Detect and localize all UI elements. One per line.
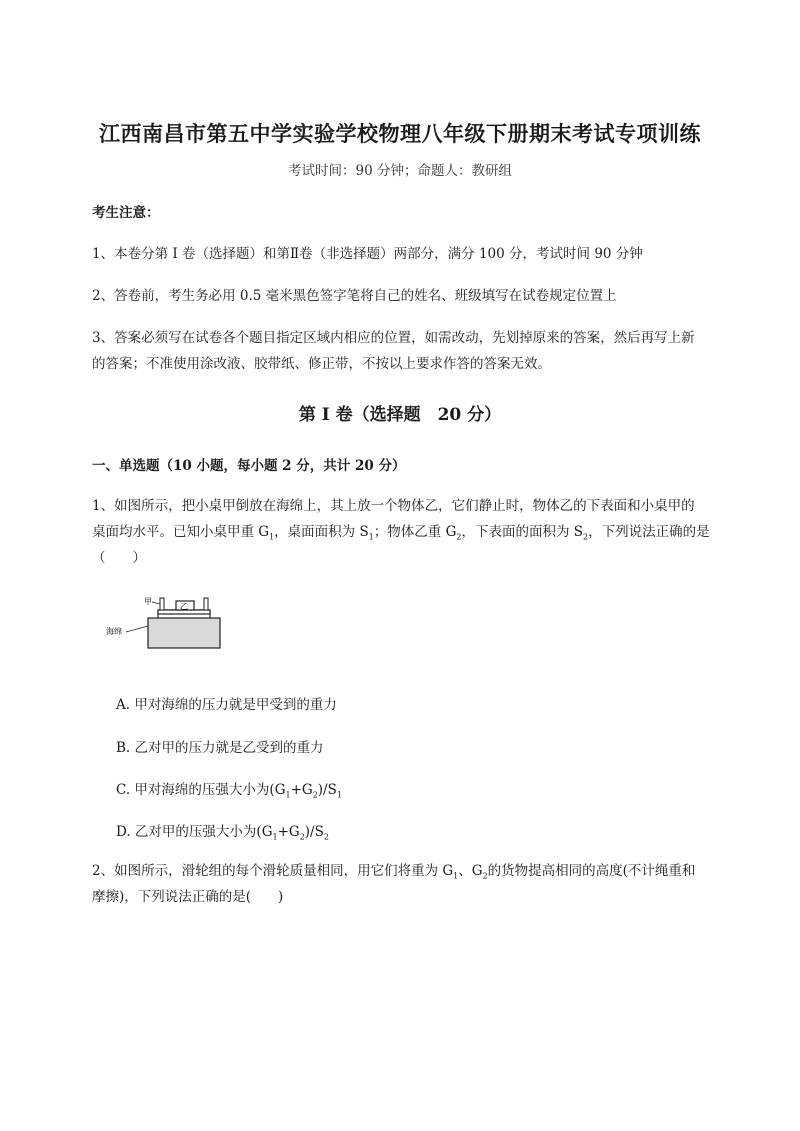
table-leg-left <box>160 598 164 610</box>
notice-item-1: 1、本卷分第 I 卷（选择题）和第Ⅱ卷（非选择题）两部分，满分 100 分，考试时间 90 分钟 <box>92 246 643 262</box>
table-label: 甲 <box>144 597 152 606</box>
q2-text: 2、如图所示，滑轮组的每个滑轮质量相同，用它们将重为 G <box>92 863 454 879</box>
subscript: 2 <box>482 871 488 881</box>
q2-line-2: 摩擦)，下列说法正确的是( ) <box>92 889 284 905</box>
q2-text: 、G <box>458 863 483 879</box>
table-leg-right <box>204 598 208 610</box>
option-text: D. 乙对甲的压强大小为(G <box>116 824 273 840</box>
subscript: 2 <box>323 832 329 842</box>
option-text: )/S <box>304 824 324 840</box>
subscript: 2 <box>583 532 589 542</box>
section-title: 第 I 卷（选择题 20 分） <box>298 405 502 425</box>
q2-text: 的货物提高相同的高度(不计绳重和 <box>487 863 696 879</box>
subscript: 2 <box>456 532 462 542</box>
q1-option-d <box>116 820 329 842</box>
notice-heading: 考生注意： <box>92 205 160 221</box>
q1-text: ，下列说法正确的是 <box>588 524 710 540</box>
subscript: 1 <box>269 532 275 542</box>
q1-line-1: 1、如图所示，把小桌甲倒放在海绵上，其上放一个物体乙，它们静止时，物体乙的下表面和小桌甲的 <box>92 498 695 514</box>
q1-option-c <box>116 778 342 800</box>
sponge-table-figure <box>100 590 240 650</box>
q1-option-b: B. 乙对甲的压力就是乙受到的重力 <box>116 740 324 756</box>
subscript: 1 <box>285 790 291 800</box>
notice-item-3: 3、答案必须写在试卷各个题目指定区域内相应的位置，如需改动，先划掉原来的答案，然后再写上新 <box>92 330 695 346</box>
page-title: 江西南昌市第五中学实验学校物理八年级下册期末考试专项训练 <box>99 121 701 146</box>
subscript: 1 <box>368 532 374 542</box>
subscript: 1 <box>272 832 278 842</box>
sponge-label: 海绵 <box>106 627 122 636</box>
part-heading: 一、单选题（10 小题，每小题 2 分，共计 20 分） <box>92 458 406 474</box>
subscript: 1 <box>336 790 342 800</box>
q1-text: ；物体乙重 G <box>373 524 457 540</box>
subscript: 1 <box>453 871 459 881</box>
option-text: C. 甲对海绵的压强大小为(G <box>116 782 286 798</box>
q1-text: ，下表面的面积为 S <box>461 524 584 540</box>
q1-text: 桌面均水平。已知小桌甲重 G <box>92 524 270 540</box>
q1-option-a: A. 甲对海绵的压力就是甲受到的重力 <box>116 697 337 713</box>
q1-line-3: （ ） <box>92 550 146 566</box>
table-pointer <box>152 602 160 604</box>
notice-item-3-cont: 的答案；不准使用涂改液、胶带纸、修正带，不按以上要求作答的答案无效。 <box>92 356 551 372</box>
exam-subtitle: 考试时间：90 分钟；命题人：教研组 <box>288 163 512 179</box>
sponge-pointer <box>126 626 148 632</box>
option-text: +G <box>290 782 313 798</box>
notice-item-2: 2、答卷前，考生务必用 0.5 毫米黑色签字笔将自己的姓名、班级填写在试卷规定位置上 <box>92 288 617 304</box>
q1-text: ，桌面面积为 S <box>274 524 369 540</box>
subscript: 2 <box>312 790 318 800</box>
sponge-block <box>148 618 220 648</box>
option-text: )/S <box>317 782 337 798</box>
option-text: +G <box>277 824 300 840</box>
subscript: 2 <box>299 832 305 842</box>
object-label: 乙 <box>180 602 188 611</box>
